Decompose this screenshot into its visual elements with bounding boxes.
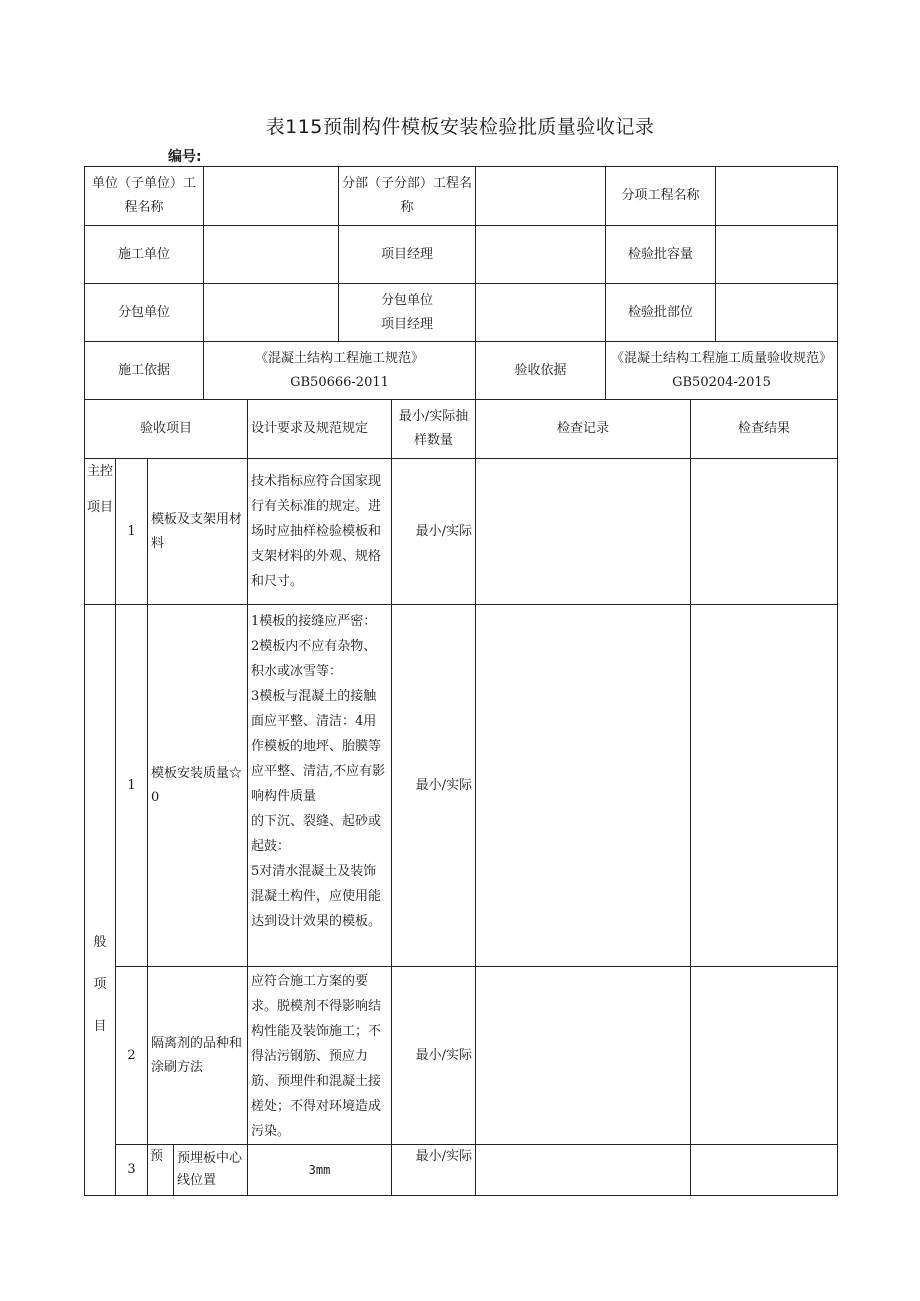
main-control-result[interactable] [691,459,838,605]
subcontract-pm-label [339,284,476,342]
general-row3-sample[interactable]: 最小/实际 [392,1145,476,1196]
general-label-line3: 目 [93,1019,107,1034]
general-group-label [85,605,116,1196]
code-label: 编号: [168,149,202,165]
general-row3-num: 3 [116,1145,148,1196]
subcontract-pm-label-line2: 项目经理 [380,316,433,332]
general-row1-num: 1 [116,605,148,967]
batch-part-value[interactable] [716,284,838,342]
subdivision-value[interactable] [476,167,606,226]
subcontract-unit-value[interactable] [204,284,339,342]
req-line-3: 3模板与混凝土的接触面应平整、清洁：4用作模板的地坪、胎膜等应平整、清洁,不应有影响构件质量 [251,689,386,804]
construction-basis-line1: 《混凝土结构工程施工规范》 [254,350,424,366]
page-title: 表115预制构件模板安装检验批质量验收记录 [265,116,655,138]
construction-basis-value [204,342,476,400]
unit-label: 单位（子单位）工程名称 [85,167,204,226]
project-manager-label: 项目经理 [339,226,476,284]
subcontract-pm-label-line1: 分包单位 [380,292,433,308]
main-control-sample[interactable]: 最小/实际 [392,459,476,605]
subdivision-label: 分部（子分部）工程名称 [339,167,476,226]
main-control-name: 模板及支架用材料 [148,459,248,605]
general-row2-sample[interactable]: 最小/实际 [392,967,476,1145]
general-row1-name: 模板安装质量☆0 [148,605,248,967]
general-row1-requirement [248,605,392,967]
req-line-4: 的下沉、裂缝、起砂或起鼓： [251,814,382,854]
main-control-group-label [85,459,116,605]
col-result-header: 检查结果 [691,400,838,459]
main-control-num: 1 [116,459,148,605]
general-label-line1: 般 [93,935,107,950]
col-item-header: 验收项目 [85,400,248,459]
batch-capacity-label: 检验批容量 [606,226,716,284]
req-line-1: 1模板的接缝应严密： [251,614,377,629]
main-control-label-line1: 主控 [86,464,113,479]
general-row2-record[interactable] [476,967,691,1145]
general-row1-sample[interactable]: 最小/实际 [392,605,476,967]
general-row2-requirement: 应符合施工方案的要求。脱模剂不得影响结构性能及装饰施工；不得沾污钢筋、预应力筋、预埋件和混凝土接槎处；不得对环境造成污染。 [248,967,392,1145]
subcontract-unit-label: 分包单位 [85,284,204,342]
construction-basis-label: 施工依据 [85,342,204,400]
req-line-2: 2模板内不应有杂物、积水或冰雪等： [251,639,377,679]
general-row3-requirement: 3mm [248,1145,392,1196]
construction-basis-line2: GB50666-2011 [290,374,389,390]
general-row1-record[interactable] [476,605,691,967]
general-row2-num: 2 [116,967,148,1145]
header-table [84,166,838,400]
req-line-5: 5对清水混凝土及装饰混凝土构件，应使用能达到设计效果的模板。 [251,864,382,929]
general-label-line2: 项 [93,977,107,992]
subitem-label: 分项工程名称 [606,167,716,226]
inspection-table [84,399,838,1196]
main-control-requirement: 技术指标应符合国家现行有关标准的规定。进场时应抽样检验模板和支架材料的外观、规格和尺寸。 [248,459,392,605]
main-control-record[interactable] [476,459,691,605]
main-control-label-line2: 项目 [86,500,113,515]
general-row2-result[interactable] [691,967,838,1145]
general-row1-result[interactable] [691,605,838,967]
construction-unit-value[interactable] [204,226,339,284]
batch-capacity-value[interactable] [716,226,838,284]
col-requirement-header: 设计要求及规范规定 [248,400,392,459]
unit-value[interactable] [204,167,339,226]
general-row3-record[interactable] [476,1145,691,1196]
batch-part-label: 检验批部位 [606,284,716,342]
acceptance-basis-label: 验收依据 [476,342,606,400]
general-row3-result[interactable] [691,1145,838,1196]
project-manager-value[interactable] [476,226,606,284]
acceptance-basis-value: 《混凝土结构工程施工质量验收规范》GB50204-2015 [606,342,838,400]
col-sample-header: 最小/实际抽样数量 [392,400,476,459]
subitem-value[interactable] [716,167,838,226]
general-row3-prefix: 预 [148,1145,174,1196]
general-row3-name: 预埋板中心线位置 [174,1145,248,1196]
subcontract-pm-value[interactable] [476,284,606,342]
col-record-header: 检查记录 [476,400,691,459]
construction-unit-label: 施工单位 [85,226,204,284]
general-row2-name: 隔离剂的品种和涂刷方法 [148,967,248,1145]
